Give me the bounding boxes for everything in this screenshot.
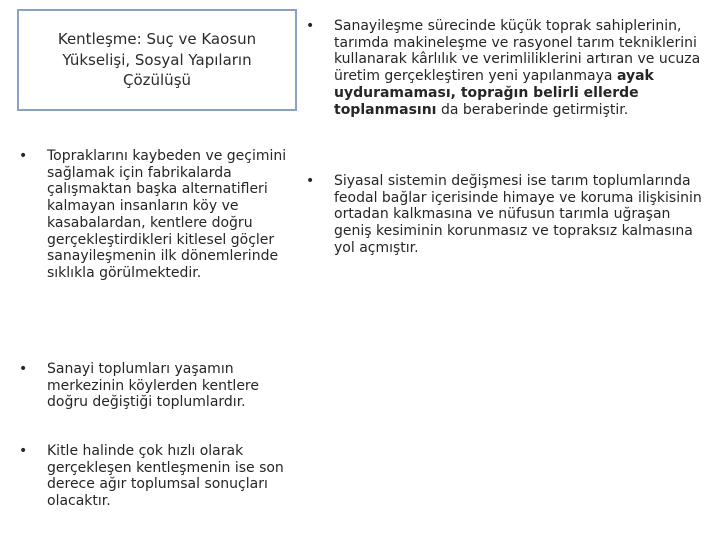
bullet-icon: •	[306, 173, 315, 189]
left-bullet-1-text: Topraklarını kaybeden ve geçimini sağlamak için fabrikalarda çalışmaktan başka alternatifleri kalmayan insanların köy ve kasabalardan, kentlere doğru gerçekleştirdikleri kitlesel göçler sanayileşmenin ilk dönemlerinde sıklıkla görülmektedir.	[47, 148, 287, 281]
bullet-icon: •	[19, 148, 28, 164]
right-bullet-2-text: Siyasal sistemin değişmesi ise tarım toplumlarında feodal bağlar içerisinde himaye ve koruma ilişkisinin ortadan kalkmasına ve nüfusun tarımla uğraşan geniş kesiminin korunmasız ve topraksız kalmasına yol açmıştır.	[334, 173, 702, 256]
bullet-icon: •	[19, 361, 28, 377]
bullet-icon: •	[19, 443, 28, 459]
right-bullet-1-text: Sanayileşme sürecinde küçük toprak sahiplerinin, tarımda makineleşme ve rasyonel tarım tekniklerini kullanarak kârlılık ve verimliliklerini artıran ve ucuza üretim gerçekleştiren yeni yapılanmaya ayak uyduramaması, toprağın belirli ellerde toplanmasını da beraberinde getirmiştir.	[334, 18, 701, 118]
slide-title-box	[17, 9, 297, 111]
left-bullet-2-text: Sanayi toplumları yaşamın merkezinin köylerden kentlere doğru değiştiği toplumlardır.	[47, 361, 259, 411]
left-bullet-3-text: Kitle halinde çok hızlı olarak gerçekleşen kentleşmenin ise son derece ağır toplumsal sonuçları olacaktır.	[47, 443, 284, 510]
slide-title: Kentleşme: Suç ve Kaosun Yükselişi, Sosyal Yapıların Çözülüşü	[57, 30, 257, 90]
bullet-icon: •	[306, 18, 315, 34]
